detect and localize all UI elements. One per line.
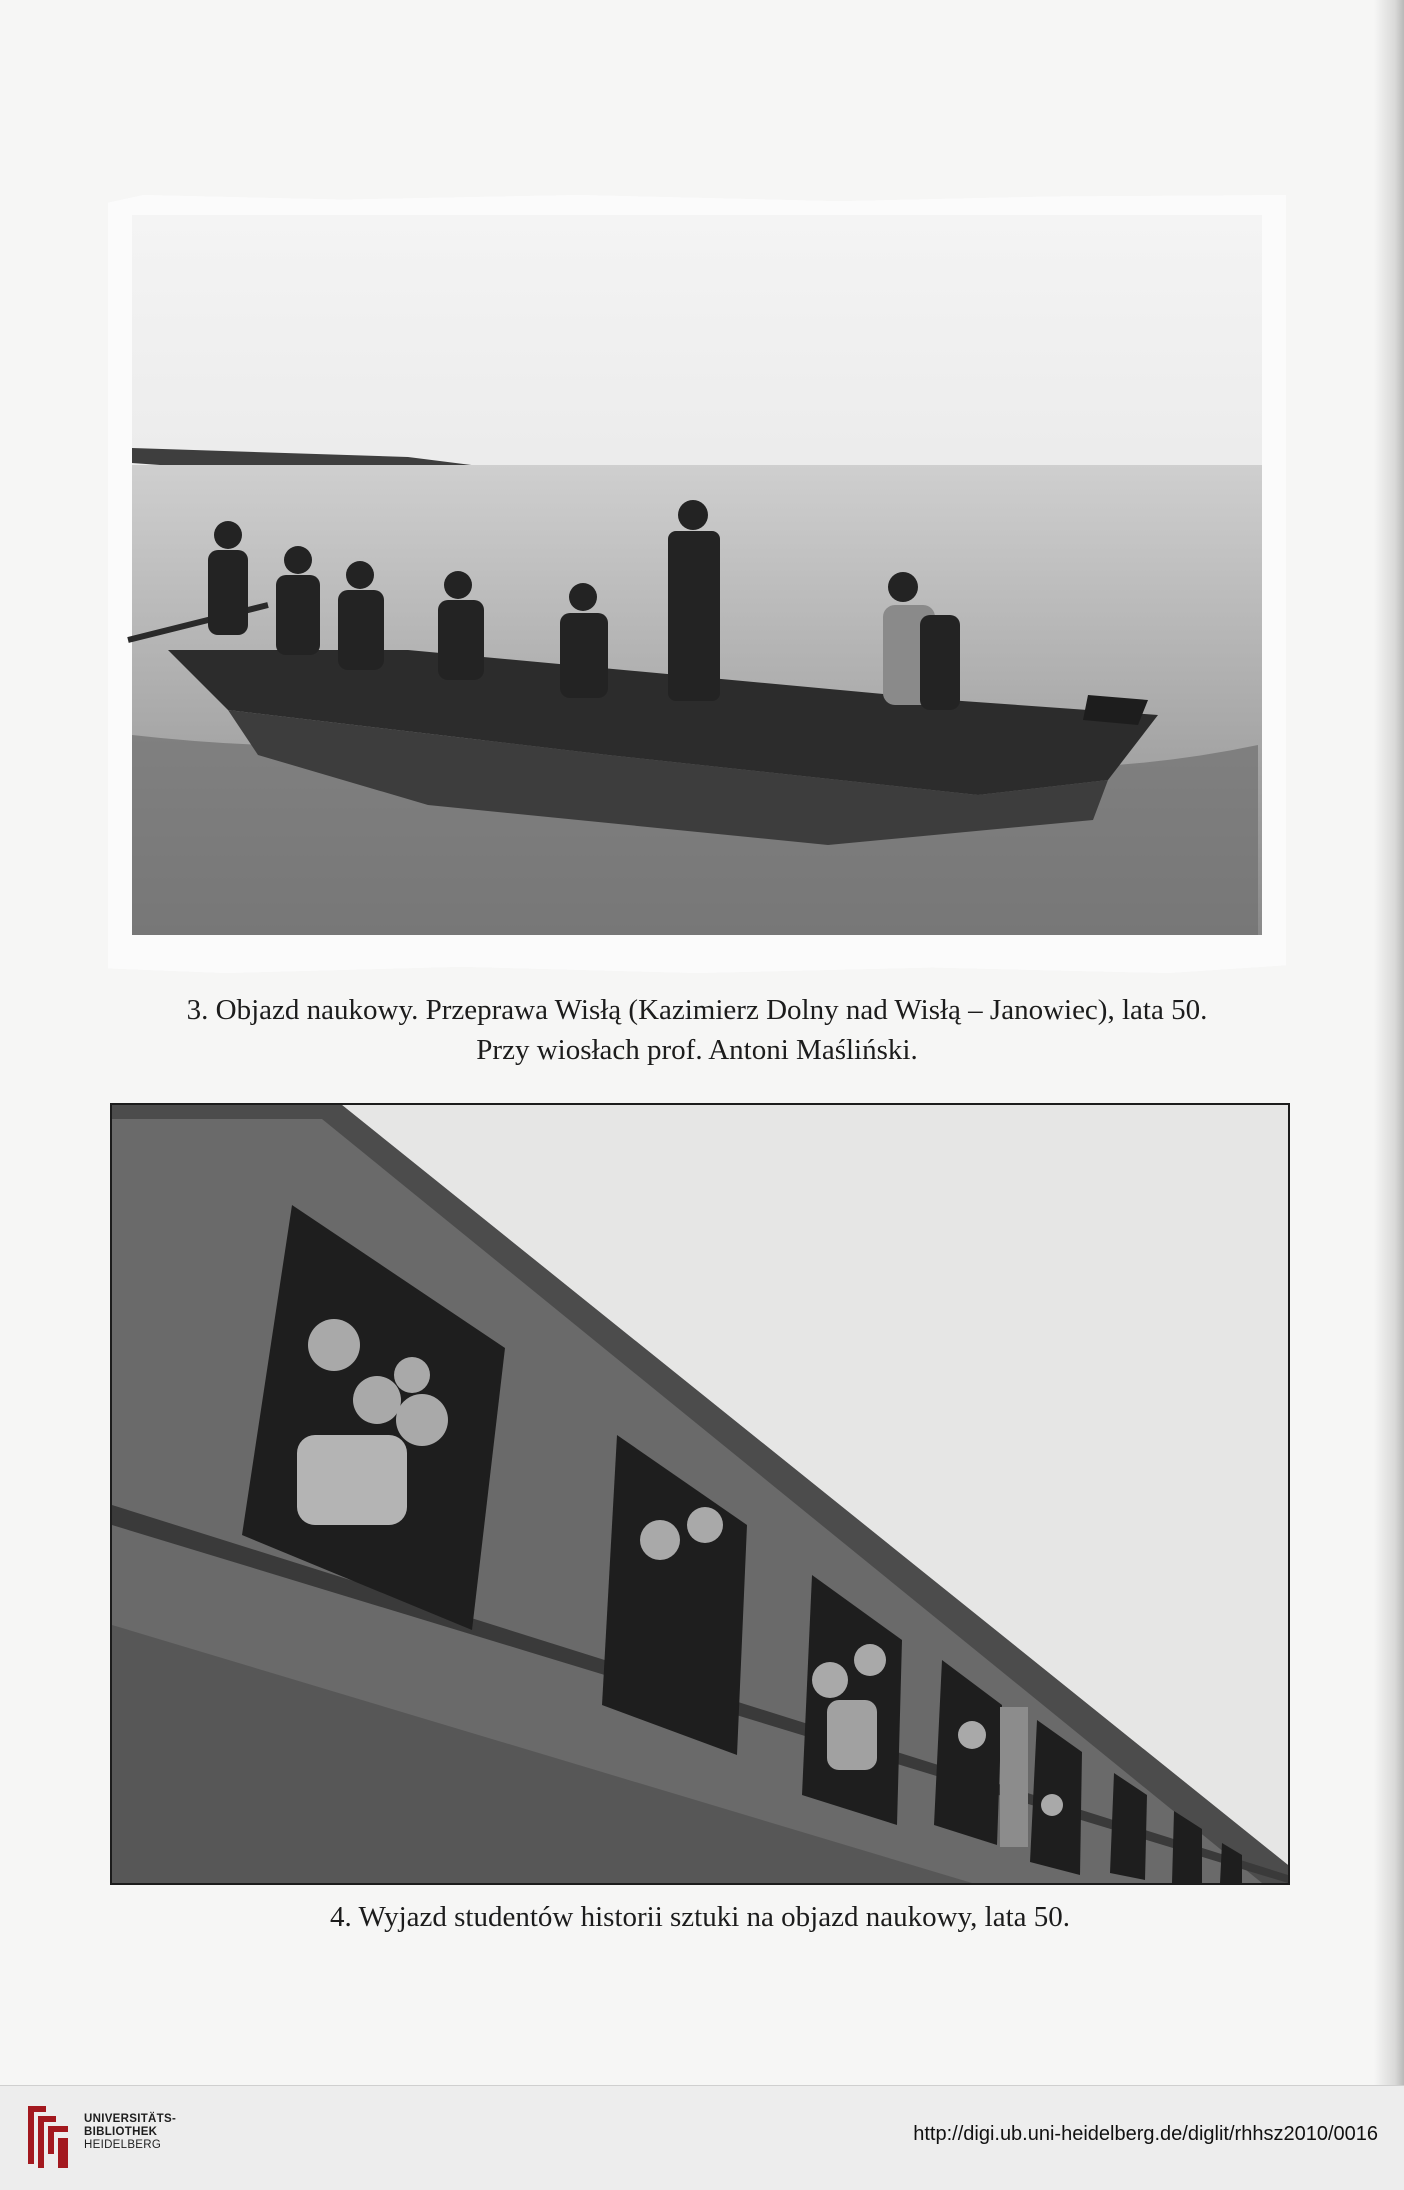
caption-photo-3-line1: 3. Objazd naukowy. Przeprawa Wisłą (Kazimierz Dolny nad Wisłą – Janowiec), lata 50. <box>186 994 1208 1026</box>
logo-text-line2: BIBLIOTHEK <box>84 2126 158 2138</box>
photo-boat-crossing <box>108 195 1286 973</box>
caption-photo-3-line2: Przy wiosłach prof. Antoni Maśliński. <box>476 1034 918 1066</box>
logo-text-line3: HEIDELBERG <box>84 2139 162 2151</box>
caption-photo-3 <box>108 990 1286 1070</box>
logo-text-line1: UNIVERSITÄTS- <box>84 2113 177 2125</box>
footer-bar <box>0 2085 1404 2190</box>
document-url-link[interactable]: http://digi.ub.uni-heidelberg.de/diglit/rhhsz2010/0016 <box>913 2123 1378 2145</box>
photo-train-students <box>110 1103 1290 1885</box>
caption-photo-4: 4. Wyjazd studentów historii sztuki na objazd naukowy, lata 50. <box>329 1901 1071 1933</box>
library-logo-text[interactable] <box>84 2113 176 2152</box>
scan-edge-shadow <box>1374 0 1404 2085</box>
university-library-logo-icon[interactable] <box>22 2102 74 2172</box>
